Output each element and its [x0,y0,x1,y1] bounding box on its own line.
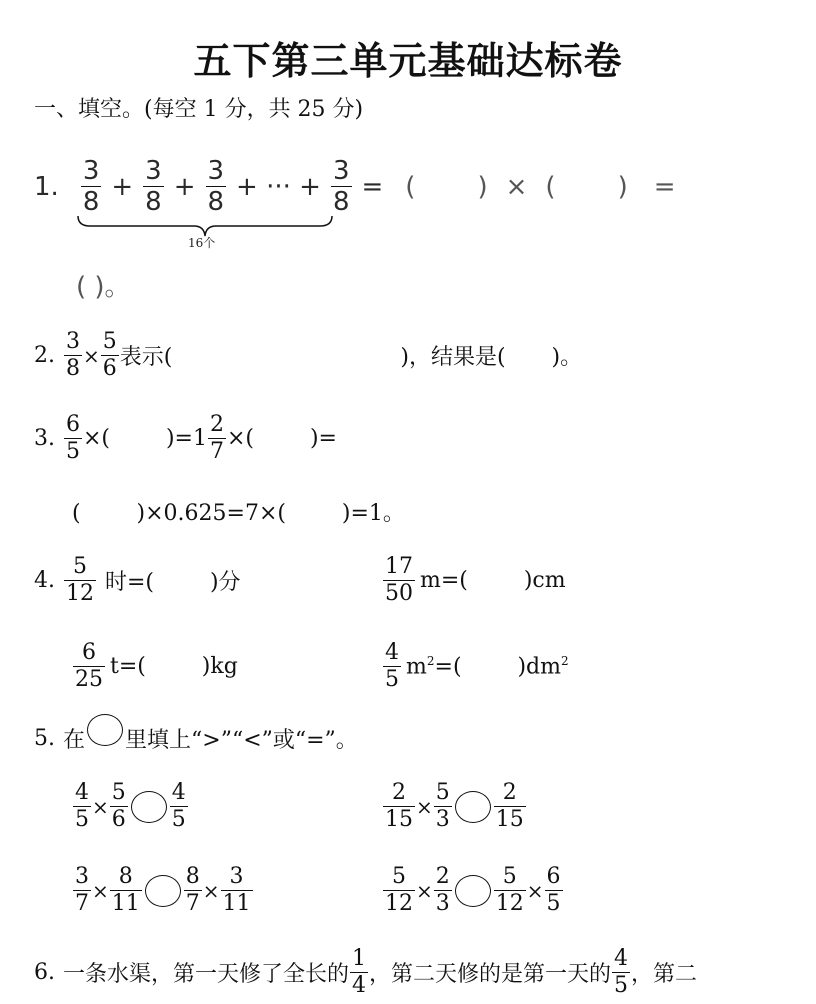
fraction: $\frac{2}{7}$ [209,412,224,464]
plus-sign: + [173,171,196,202]
question-text: )，结果是( [400,345,506,370]
circle-blank-icon[interactable] [455,875,491,907]
equals-sign: = [361,171,384,202]
times-sign: × [92,878,109,903]
fraction: $\frac{5}{12}$ [495,864,524,916]
times-sign: × [416,878,433,903]
comparison-a [72,782,189,831]
ellipsis: + ··· + [236,171,321,202]
question-text: ，第二 [631,962,698,987]
question-text: m=( )cm [420,568,566,593]
times-sign: × [83,343,100,368]
fraction: $\frac{4}{5}$ [75,780,89,832]
times-sign: × [505,171,528,202]
fraction: $\frac{3}{11}$ [222,864,251,916]
plus-sign: + [111,171,134,202]
equals-sign: = [653,171,676,202]
question-4d [382,642,569,691]
question-text: ×( )=1 [83,426,207,451]
section-heading: 一、填空。(每空 1 分，共 25 分) [34,97,364,122]
question-4a [34,556,241,605]
fraction: $\frac{6}{5}$ [66,412,80,464]
fraction: $\frac{5}{6}$ [111,780,126,832]
question-4c [72,642,238,691]
circle-blank-icon [87,714,123,746]
question-number: 1. [34,171,59,202]
fraction: $\frac{5}{6}$ [102,329,117,381]
question-4b [382,556,566,605]
fraction: $\frac{5}{12}$ [66,554,94,606]
question-number: 5. [34,725,55,751]
fraction: $\frac{3}{7}$ [75,864,89,916]
comparison-d [382,866,564,915]
question-text: )。 [551,345,583,370]
question-6 [34,948,697,997]
comparison-b [382,782,527,831]
question-text: t=( )kg [110,654,238,679]
question-text: 在 [63,727,86,753]
fraction: $\frac{2}{3}$ [435,864,450,916]
question-2 [34,331,582,380]
fraction: $\frac{3}{8}$ [66,329,80,381]
question-3-line-2: ( )×0.625=7×( )=1。 [72,501,405,526]
fraction: $\frac{2}{15}$ [495,780,524,832]
question-number: 3. [34,426,55,451]
question-number: 6. [34,960,55,985]
comparison-c [72,866,254,915]
question-text: $m^2=$( )$dm^2$ [406,653,569,680]
circle-blank-icon[interactable] [131,791,167,823]
answer-blank: ( ) [405,171,488,202]
fraction: $\frac{4}{5}$ [385,640,399,692]
question-text: 表示( [119,345,173,370]
times-sign: × [526,878,544,903]
fraction: $\frac{8}{11}$ [111,864,140,916]
fraction: $\frac{2}{15}$ [385,780,413,832]
question-number: 2. [34,343,55,368]
answer-blank: ( )。 [76,272,131,302]
times-sign: × [202,878,220,903]
fraction: $\frac{3}{8}$ [82,156,100,217]
fraction: $\frac{6}{25}$ [75,640,103,692]
brace-label: 16个 [188,236,216,250]
fraction: $\frac{4}{5}$ [614,946,629,998]
times-sign: × [92,794,109,819]
question-1 [34,158,682,215]
question-5 [34,722,358,754]
question-number: 4. [34,568,55,593]
fraction: $\frac{8}{7}$ [185,864,200,916]
circle-blank-icon[interactable] [145,875,181,907]
question-text: ×( )= [226,426,337,451]
fraction: $\frac{17}{50}$ [385,554,413,606]
question-text: ，第二天修的是第一天的 [369,962,612,987]
answer-blank: ( ) [545,171,628,202]
fraction: $\frac{3}{8}$ [332,156,350,217]
fraction: $\frac{3}{8}$ [145,156,162,217]
page-title: 五下第三单元基础达标卷 [193,39,623,83]
fraction: $\frac{1}{4}$ [352,946,367,998]
question-text: 里填上“>”“<”或“=”。 [125,727,358,753]
fraction: $\frac{4}{5}$ [171,780,186,832]
times-sign: × [416,794,433,819]
circle-blank-icon[interactable] [455,791,491,823]
question-text: 时=( )分 [105,570,241,595]
fraction: $\frac{6}{5}$ [546,864,561,916]
fraction: $\frac{5}{3}$ [435,780,450,832]
fraction: $\frac{3}{8}$ [207,156,225,217]
question-3 [34,414,337,463]
question-text: 一条水渠，第一天修了全长的 [63,962,350,987]
fraction: $\frac{5}{12}$ [385,864,413,916]
